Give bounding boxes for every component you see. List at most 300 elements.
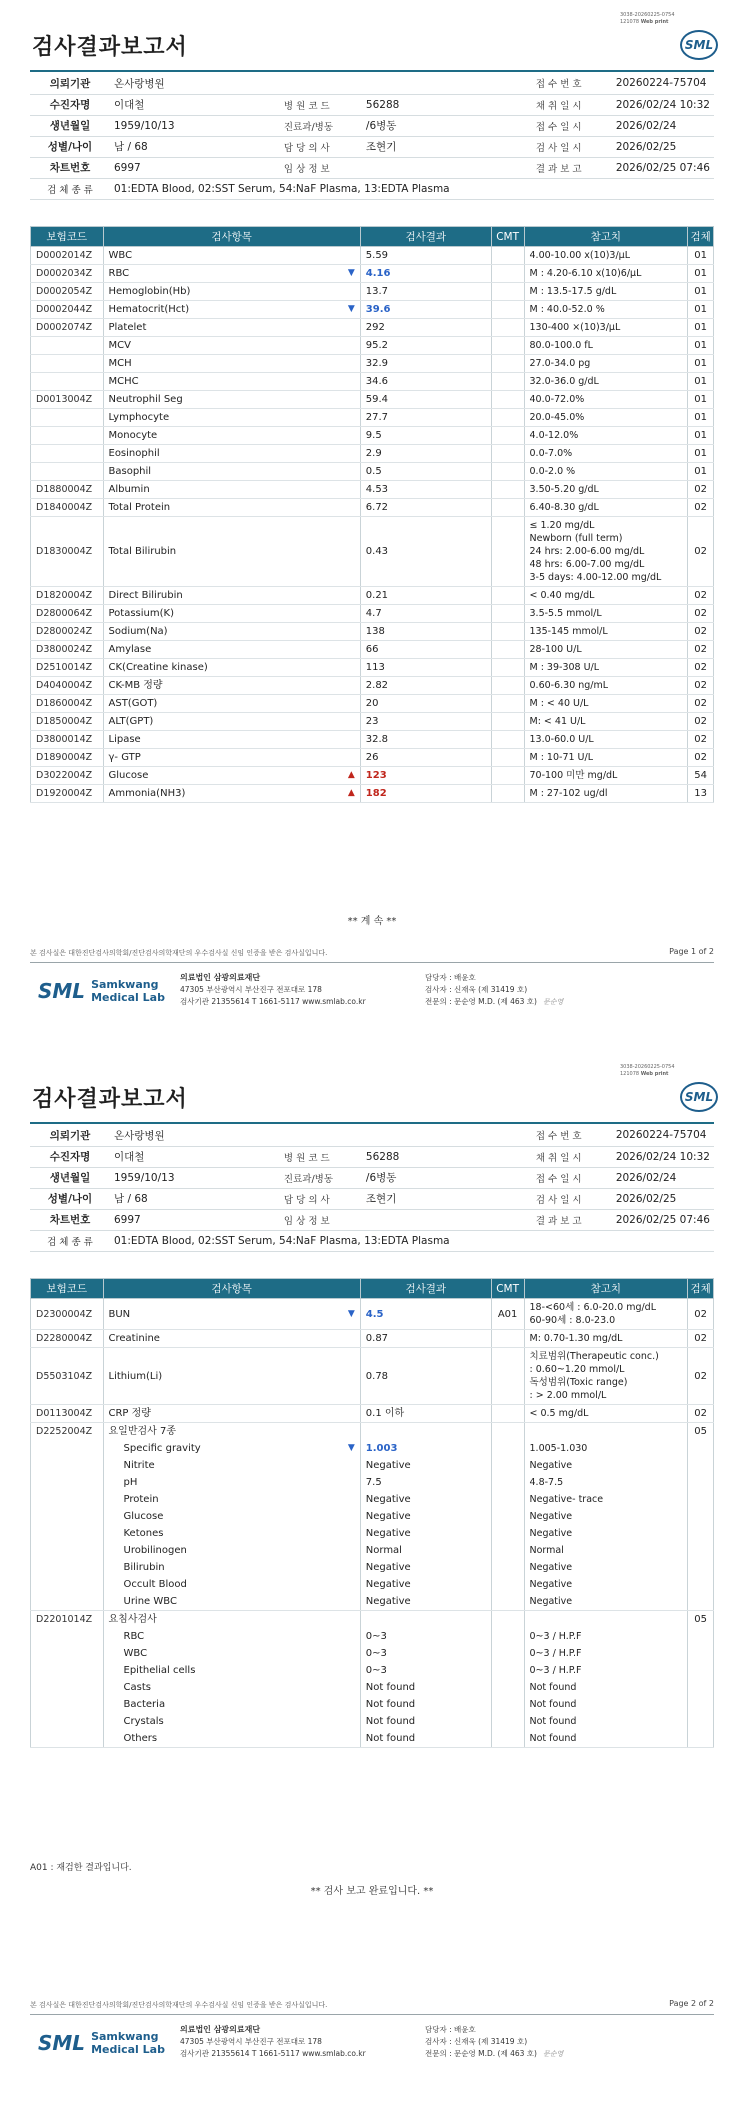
insurance-code: D1830004Z <box>31 517 104 587</box>
info-label: 성별/나이 <box>30 1188 110 1209</box>
info-label: 접 수 번 호 <box>532 73 612 94</box>
reference-line: M: 0.70-1.30 mg/dL <box>529 1333 623 1344</box>
comment-code <box>491 785 524 803</box>
insurance-code: D1820004Z <box>31 587 104 605</box>
specimen-code: 02 <box>688 1330 714 1348</box>
test-result <box>360 499 491 517</box>
reference-line: Negative <box>529 1562 573 1573</box>
insurance-code <box>31 1628 104 1645</box>
specimen-code: 05 <box>688 1423 714 1441</box>
test-result <box>360 319 491 337</box>
test-result <box>360 1559 491 1576</box>
test-result <box>360 517 491 587</box>
test-item: Crystals <box>103 1713 360 1730</box>
info-value: 2026/02/24 <box>612 115 714 136</box>
reference-range <box>524 499 688 517</box>
test-result <box>360 409 491 427</box>
reference-line: Negative <box>529 1596 573 1607</box>
comment-code <box>491 1576 524 1593</box>
insurance-code <box>31 1662 104 1679</box>
insurance-code: D2280004Z <box>31 1330 104 1348</box>
test-result <box>360 1542 491 1559</box>
test-item: Lipase <box>103 731 360 749</box>
reference-line: Not found <box>529 1699 577 1710</box>
logo-name-line-1: Samkwang <box>91 2030 159 2043</box>
reference-range <box>524 1713 688 1730</box>
reference-range <box>524 1474 688 1491</box>
info-value: 온사랑병원 <box>110 73 532 94</box>
test-item <box>103 301 360 319</box>
insurance-code <box>31 409 104 427</box>
specimen-code <box>688 1730 714 1748</box>
specimen-code: 01 <box>688 391 714 409</box>
test-item: Nitrite <box>103 1457 360 1474</box>
result-row <box>31 731 714 749</box>
test-item: Eosinophil <box>103 445 360 463</box>
reference-range <box>524 1696 688 1713</box>
test-item: WBC <box>103 1645 360 1662</box>
specimen-code: 13 <box>688 785 714 803</box>
insurance-code <box>31 1559 104 1576</box>
info-value: 2026/02/24 10:32 <box>612 94 714 115</box>
reference-range <box>524 1645 688 1662</box>
reference-range <box>524 1330 688 1348</box>
insurance-code: D1880004Z <box>31 481 104 499</box>
info-value: /6병동 <box>362 115 532 136</box>
specimen-code: 02 <box>688 1405 714 1423</box>
col-header-code: 보험코드 <box>31 227 104 247</box>
test-item: Amylase <box>103 641 360 659</box>
info-value: /6병동 <box>362 1167 532 1188</box>
insurance-code: D0002014Z <box>31 247 104 265</box>
specimen-code <box>688 1593 714 1611</box>
result-value: 13.7 <box>365 286 389 297</box>
test-item: Albumin <box>103 481 360 499</box>
test-item: γ- GTP <box>103 749 360 767</box>
insurance-code <box>31 1457 104 1474</box>
specimen-code: 01 <box>688 247 714 265</box>
comment-code <box>491 1491 524 1508</box>
reference-line <box>530 1613 683 1626</box>
specimen-code: 02 <box>688 641 714 659</box>
reference-range <box>524 623 688 641</box>
result-row <box>31 283 714 301</box>
info-value: 6997 <box>110 157 280 178</box>
result-row <box>31 1645 714 1662</box>
info-value: 남 / 68 <box>110 136 280 157</box>
reference-line: Negative <box>529 1511 573 1522</box>
insurance-code <box>31 1576 104 1593</box>
reference-range <box>524 265 688 283</box>
reference-line: 32.0-36.0 g/dL <box>529 376 599 387</box>
test-item: Potassium(K) <box>103 605 360 623</box>
reference-line: 20.0-45.0% <box>529 412 585 423</box>
info-value: 2026/02/25 07:46 <box>612 1209 714 1230</box>
info-label: 접 수 일 시 <box>532 115 612 136</box>
comment-code <box>491 749 524 767</box>
specimen-code: 02 <box>688 731 714 749</box>
info-value: 온사랑병원 <box>110 1125 532 1146</box>
info-value: 1959/10/13 <box>110 1167 280 1188</box>
info-row <box>30 1125 714 1146</box>
test-item: Neutrophil Seg <box>103 391 360 409</box>
samkwang-logo <box>38 978 165 1004</box>
comment-code <box>491 265 524 283</box>
test-item <box>103 265 360 283</box>
specimen-code: 02 <box>688 1299 714 1330</box>
reference-line: 0~3 / H.P.F <box>529 1665 582 1676</box>
low-flag-icon: ▼ <box>347 268 355 278</box>
insurance-code: D0113004Z <box>31 1405 104 1423</box>
page-title: 검사결과보고서 <box>32 35 188 60</box>
reference-line: 0.0-2.0 % <box>529 466 576 477</box>
reference-line: 0.0-7.0% <box>529 448 573 459</box>
specimen-code: 01 <box>688 265 714 283</box>
insurance-code <box>31 355 104 373</box>
specimen-row <box>30 1230 714 1251</box>
comment-code <box>491 1593 524 1611</box>
divider <box>30 1122 714 1124</box>
result-row <box>31 409 714 427</box>
page-number: Page 2 of 2 <box>669 1999 714 2008</box>
reference-range <box>524 641 688 659</box>
insurance-code: D3800014Z <box>31 731 104 749</box>
lab-contact: 검사기관 21355614 T 1661-5117 www.smlab.co.kr <box>180 997 366 1006</box>
info-value: 2026/02/24 10:32 <box>612 1146 714 1167</box>
insurance-code <box>31 1645 104 1662</box>
specimen-code <box>688 1628 714 1645</box>
test-item: MCHC <box>103 373 360 391</box>
specimen-code: 02 <box>688 713 714 731</box>
test-item: Others <box>103 1730 360 1748</box>
info-value: 조현기 <box>362 1188 532 1209</box>
test-result <box>360 1508 491 1525</box>
reference-range <box>524 373 688 391</box>
reference-line: M : 13.5-17.5 g/dL <box>529 286 617 297</box>
result-value: 0.21 <box>365 590 389 601</box>
test-item: Protein <box>103 1491 360 1508</box>
info-row <box>30 157 714 178</box>
result-row <box>31 1330 714 1348</box>
info-label: 의뢰기관 <box>30 1125 110 1146</box>
result-row <box>31 587 714 605</box>
insurance-code <box>31 1491 104 1508</box>
result-value: 123 <box>365 770 387 781</box>
test-item: CRP 정량 <box>103 1405 360 1423</box>
test-item-name: RBC <box>108 268 130 279</box>
info-label: 진료과/병동 <box>280 1167 362 1188</box>
result-row <box>31 659 714 677</box>
col-header-result: 검사결과 <box>360 227 491 247</box>
test-item: 요침사검사 <box>103 1611 360 1629</box>
reference-line: 6.40-8.30 g/dL <box>529 502 599 513</box>
col-header-ref: 참고치 <box>524 1279 688 1299</box>
reference-range <box>524 1423 688 1441</box>
reference-range <box>524 695 688 713</box>
insurance-code: D0013004Z <box>31 391 104 409</box>
reference-range <box>524 355 688 373</box>
reference-line: 4.0-12.0% <box>529 430 579 441</box>
result-row <box>31 1405 714 1423</box>
test-result <box>360 1405 491 1423</box>
specimen-code: 02 <box>688 587 714 605</box>
reference-line: 3-5 days: 4.00-12.00 mg/dL <box>529 572 662 583</box>
specimen-code: 02 <box>688 605 714 623</box>
reference-line: Not found <box>529 1733 577 1744</box>
insurance-code <box>31 445 104 463</box>
insurance-code: D2800064Z <box>31 605 104 623</box>
result-value: 113 <box>365 662 385 673</box>
divider <box>30 70 714 72</box>
test-result <box>360 623 491 641</box>
result-row <box>31 1662 714 1679</box>
insurance-code: D3800024Z <box>31 641 104 659</box>
reference-line: 0.60-6.30 ng/mL <box>529 680 609 691</box>
info-label: 생년월일 <box>30 115 110 136</box>
test-result <box>360 749 491 767</box>
test-item: Casts <box>103 1679 360 1696</box>
result-row <box>31 445 714 463</box>
comment-code <box>491 713 524 731</box>
info-label: 차트번호 <box>30 1209 110 1230</box>
test-item: Total Protein <box>103 499 360 517</box>
result-value: Negative <box>365 1494 411 1505</box>
reference-line: 독성범위(Toxic range) <box>529 1377 628 1388</box>
specimen-types: 01:EDTA Blood, 02:SST Serum, 54:NaF Plasma, 13:EDTA Plasma <box>110 1230 714 1251</box>
reference-line: M: < 41 U/L <box>529 716 586 727</box>
specimen-code: 01 <box>688 319 714 337</box>
specimen-code: 01 <box>688 463 714 481</box>
reference-range <box>524 785 688 803</box>
specimen-row <box>30 178 714 199</box>
reference-range <box>524 517 688 587</box>
comment-code <box>491 481 524 499</box>
comment-code <box>491 623 524 641</box>
result-row <box>31 1628 714 1645</box>
info-value: 56288 <box>362 94 532 115</box>
insurance-code: D1850004Z <box>31 713 104 731</box>
reference-line: 28-100 U/L <box>529 644 582 655</box>
specimen-code <box>688 1457 714 1474</box>
test-item <box>103 767 360 785</box>
result-row <box>31 247 714 265</box>
info-label: 병 원 코 드 <box>280 1146 362 1167</box>
test-item: 요일반검사 7종 <box>103 1423 360 1441</box>
result-row <box>31 463 714 481</box>
web-ref-number: 3038-20260225-0754 <box>620 1064 675 1070</box>
specimen-code: 02 <box>688 481 714 499</box>
insurance-code <box>31 463 104 481</box>
test-result <box>360 1440 491 1457</box>
result-value: 292 <box>365 322 385 333</box>
specimen-code: 01 <box>688 301 714 319</box>
test-item: MCH <box>103 355 360 373</box>
result-value: 7.5 <box>365 1477 382 1488</box>
specimen-label: 검 체 종 류 <box>30 178 110 199</box>
comment-code <box>491 641 524 659</box>
result-value: Negative <box>365 1562 411 1573</box>
test-item-name: Glucose <box>108 770 149 781</box>
result-value: Negative <box>365 1511 411 1522</box>
signature-icon: 문순영 <box>542 998 564 1006</box>
reference-range <box>524 731 688 749</box>
info-label: 수진자명 <box>30 94 110 115</box>
insurance-code: D1860004Z <box>31 695 104 713</box>
test-item: Lithium(Li) <box>103 1348 360 1405</box>
comment-code <box>491 409 524 427</box>
comment-code <box>491 355 524 373</box>
result-value: 0.5 <box>365 466 382 477</box>
logo-name-line-2: Medical Lab <box>91 2043 165 2056</box>
comment-code <box>491 605 524 623</box>
test-item: pH <box>103 1474 360 1491</box>
insurance-code: D1890004Z <box>31 749 104 767</box>
result-row <box>31 1525 714 1542</box>
comment-code <box>491 517 524 587</box>
reference-range <box>524 1593 688 1611</box>
comment-code <box>491 659 524 677</box>
sml-logo-icon: SML <box>680 1082 718 1112</box>
result-value: Normal <box>365 1545 402 1556</box>
reference-range <box>524 713 688 731</box>
info-row <box>30 1209 714 1230</box>
result-value: 2.82 <box>365 680 389 691</box>
info-row <box>30 1188 714 1209</box>
insurance-code <box>31 373 104 391</box>
comment-code <box>491 1645 524 1662</box>
result-row <box>31 391 714 409</box>
specimen-types: 01:EDTA Blood, 02:SST Serum, 54:NaF Plasma, 13:EDTA Plasma <box>110 178 714 199</box>
info-value: 이대철 <box>110 1146 280 1167</box>
info-label: 임 상 정 보 <box>280 157 362 178</box>
staff-manager: 담당자 : 배윤호 <box>425 973 476 982</box>
insurance-code <box>31 1542 104 1559</box>
reference-line: 3.50-5.20 g/dL <box>529 484 599 495</box>
result-row <box>31 319 714 337</box>
comment-code <box>491 1348 524 1405</box>
insurance-code <box>31 1474 104 1491</box>
info-label: 진료과/병동 <box>280 115 362 136</box>
insurance-code <box>31 1508 104 1525</box>
result-value: Negative <box>365 1579 411 1590</box>
test-result <box>360 1611 491 1629</box>
reference-range <box>524 1628 688 1645</box>
info-label: 병 원 코 드 <box>280 94 362 115</box>
lab-org-name: 의료법인 삼광의료재단 <box>180 2025 261 2034</box>
test-item: Urobilinogen <box>103 1542 360 1559</box>
insurance-code: D2800024Z <box>31 623 104 641</box>
reference-range <box>524 659 688 677</box>
info-label: 채 취 일 시 <box>532 94 612 115</box>
reference-range <box>524 247 688 265</box>
insurance-code: D0002074Z <box>31 319 104 337</box>
test-result <box>360 1696 491 1713</box>
specimen-code <box>688 1696 714 1713</box>
result-row <box>31 1348 714 1405</box>
info-label: 수진자명 <box>30 1146 110 1167</box>
web-print-label: Web print <box>640 1071 669 1077</box>
comment-code <box>491 1405 524 1423</box>
web-ref-code: 121078 <box>620 19 640 25</box>
test-item: Bilirubin <box>103 1559 360 1576</box>
reference-line: M : 4.20-6.10 x(10)6/μL <box>529 268 642 279</box>
col-header-code: 보험코드 <box>31 1279 104 1299</box>
col-header-cmt: CMT <box>491 1279 524 1299</box>
result-value: 138 <box>365 626 385 637</box>
insurance-code: D1840004Z <box>31 499 104 517</box>
test-result <box>360 587 491 605</box>
result-row <box>31 1730 714 1748</box>
reference-line: 80.0-100.0 fL <box>529 340 593 351</box>
result-value: 4.7 <box>365 608 382 619</box>
test-item-name: BUN <box>108 1308 131 1320</box>
reference-line: < 0.40 mg/dL <box>529 590 595 601</box>
test-result <box>360 1593 491 1611</box>
result-value: Not found <box>365 1733 416 1744</box>
insurance-code <box>31 1440 104 1457</box>
reference-line: Not found <box>529 1682 577 1693</box>
reference-line: Negative <box>529 1528 573 1539</box>
result-value: 27.7 <box>365 412 389 423</box>
reference-range <box>524 1542 688 1559</box>
reference-line: 3.5-5.5 mmol/L <box>529 608 602 619</box>
result-row <box>31 1423 714 1441</box>
comment-code <box>491 1696 524 1713</box>
patient-info-table <box>30 73 714 200</box>
result-value: 2.9 <box>365 448 382 459</box>
result-value: Negative <box>365 1460 411 1471</box>
test-result <box>360 605 491 623</box>
result-value: 0~3 <box>365 1631 387 1642</box>
result-value: 0.78 <box>365 1370 389 1382</box>
result-value: 4.53 <box>365 484 389 495</box>
insurance-code <box>31 337 104 355</box>
test-result <box>360 337 491 355</box>
result-row <box>31 337 714 355</box>
result-value: 182 <box>365 788 387 799</box>
result-row <box>31 641 714 659</box>
comment-code <box>491 1679 524 1696</box>
test-item <box>103 1440 360 1457</box>
comment-code <box>491 731 524 749</box>
reference-range <box>524 1440 688 1457</box>
test-result <box>360 283 491 301</box>
reference-range <box>524 1491 688 1508</box>
test-result <box>360 713 491 731</box>
comment-code <box>491 1457 524 1474</box>
result-row <box>31 785 714 803</box>
result-row <box>31 517 714 587</box>
reference-line: M : 10-71 U/L <box>529 752 594 763</box>
results-table-page-2 <box>30 1278 714 1748</box>
reference-range <box>524 1611 688 1629</box>
test-item: Hemoglobin(Hb) <box>103 283 360 301</box>
comment-code <box>491 337 524 355</box>
test-item: CK(Creatine kinase) <box>103 659 360 677</box>
info-label: 채 취 일 시 <box>532 1146 612 1167</box>
test-item: MCV <box>103 337 360 355</box>
test-result <box>360 427 491 445</box>
comment-code <box>491 1730 524 1748</box>
info-label: 검 사 일 시 <box>532 136 612 157</box>
info-value: 56288 <box>362 1146 532 1167</box>
info-value: 남 / 68 <box>110 1188 280 1209</box>
comment-code <box>491 319 524 337</box>
comment-code <box>491 677 524 695</box>
info-value <box>362 157 532 178</box>
test-item-name: Specific gravity <box>123 1443 201 1454</box>
result-value: 39.6 <box>365 304 391 315</box>
